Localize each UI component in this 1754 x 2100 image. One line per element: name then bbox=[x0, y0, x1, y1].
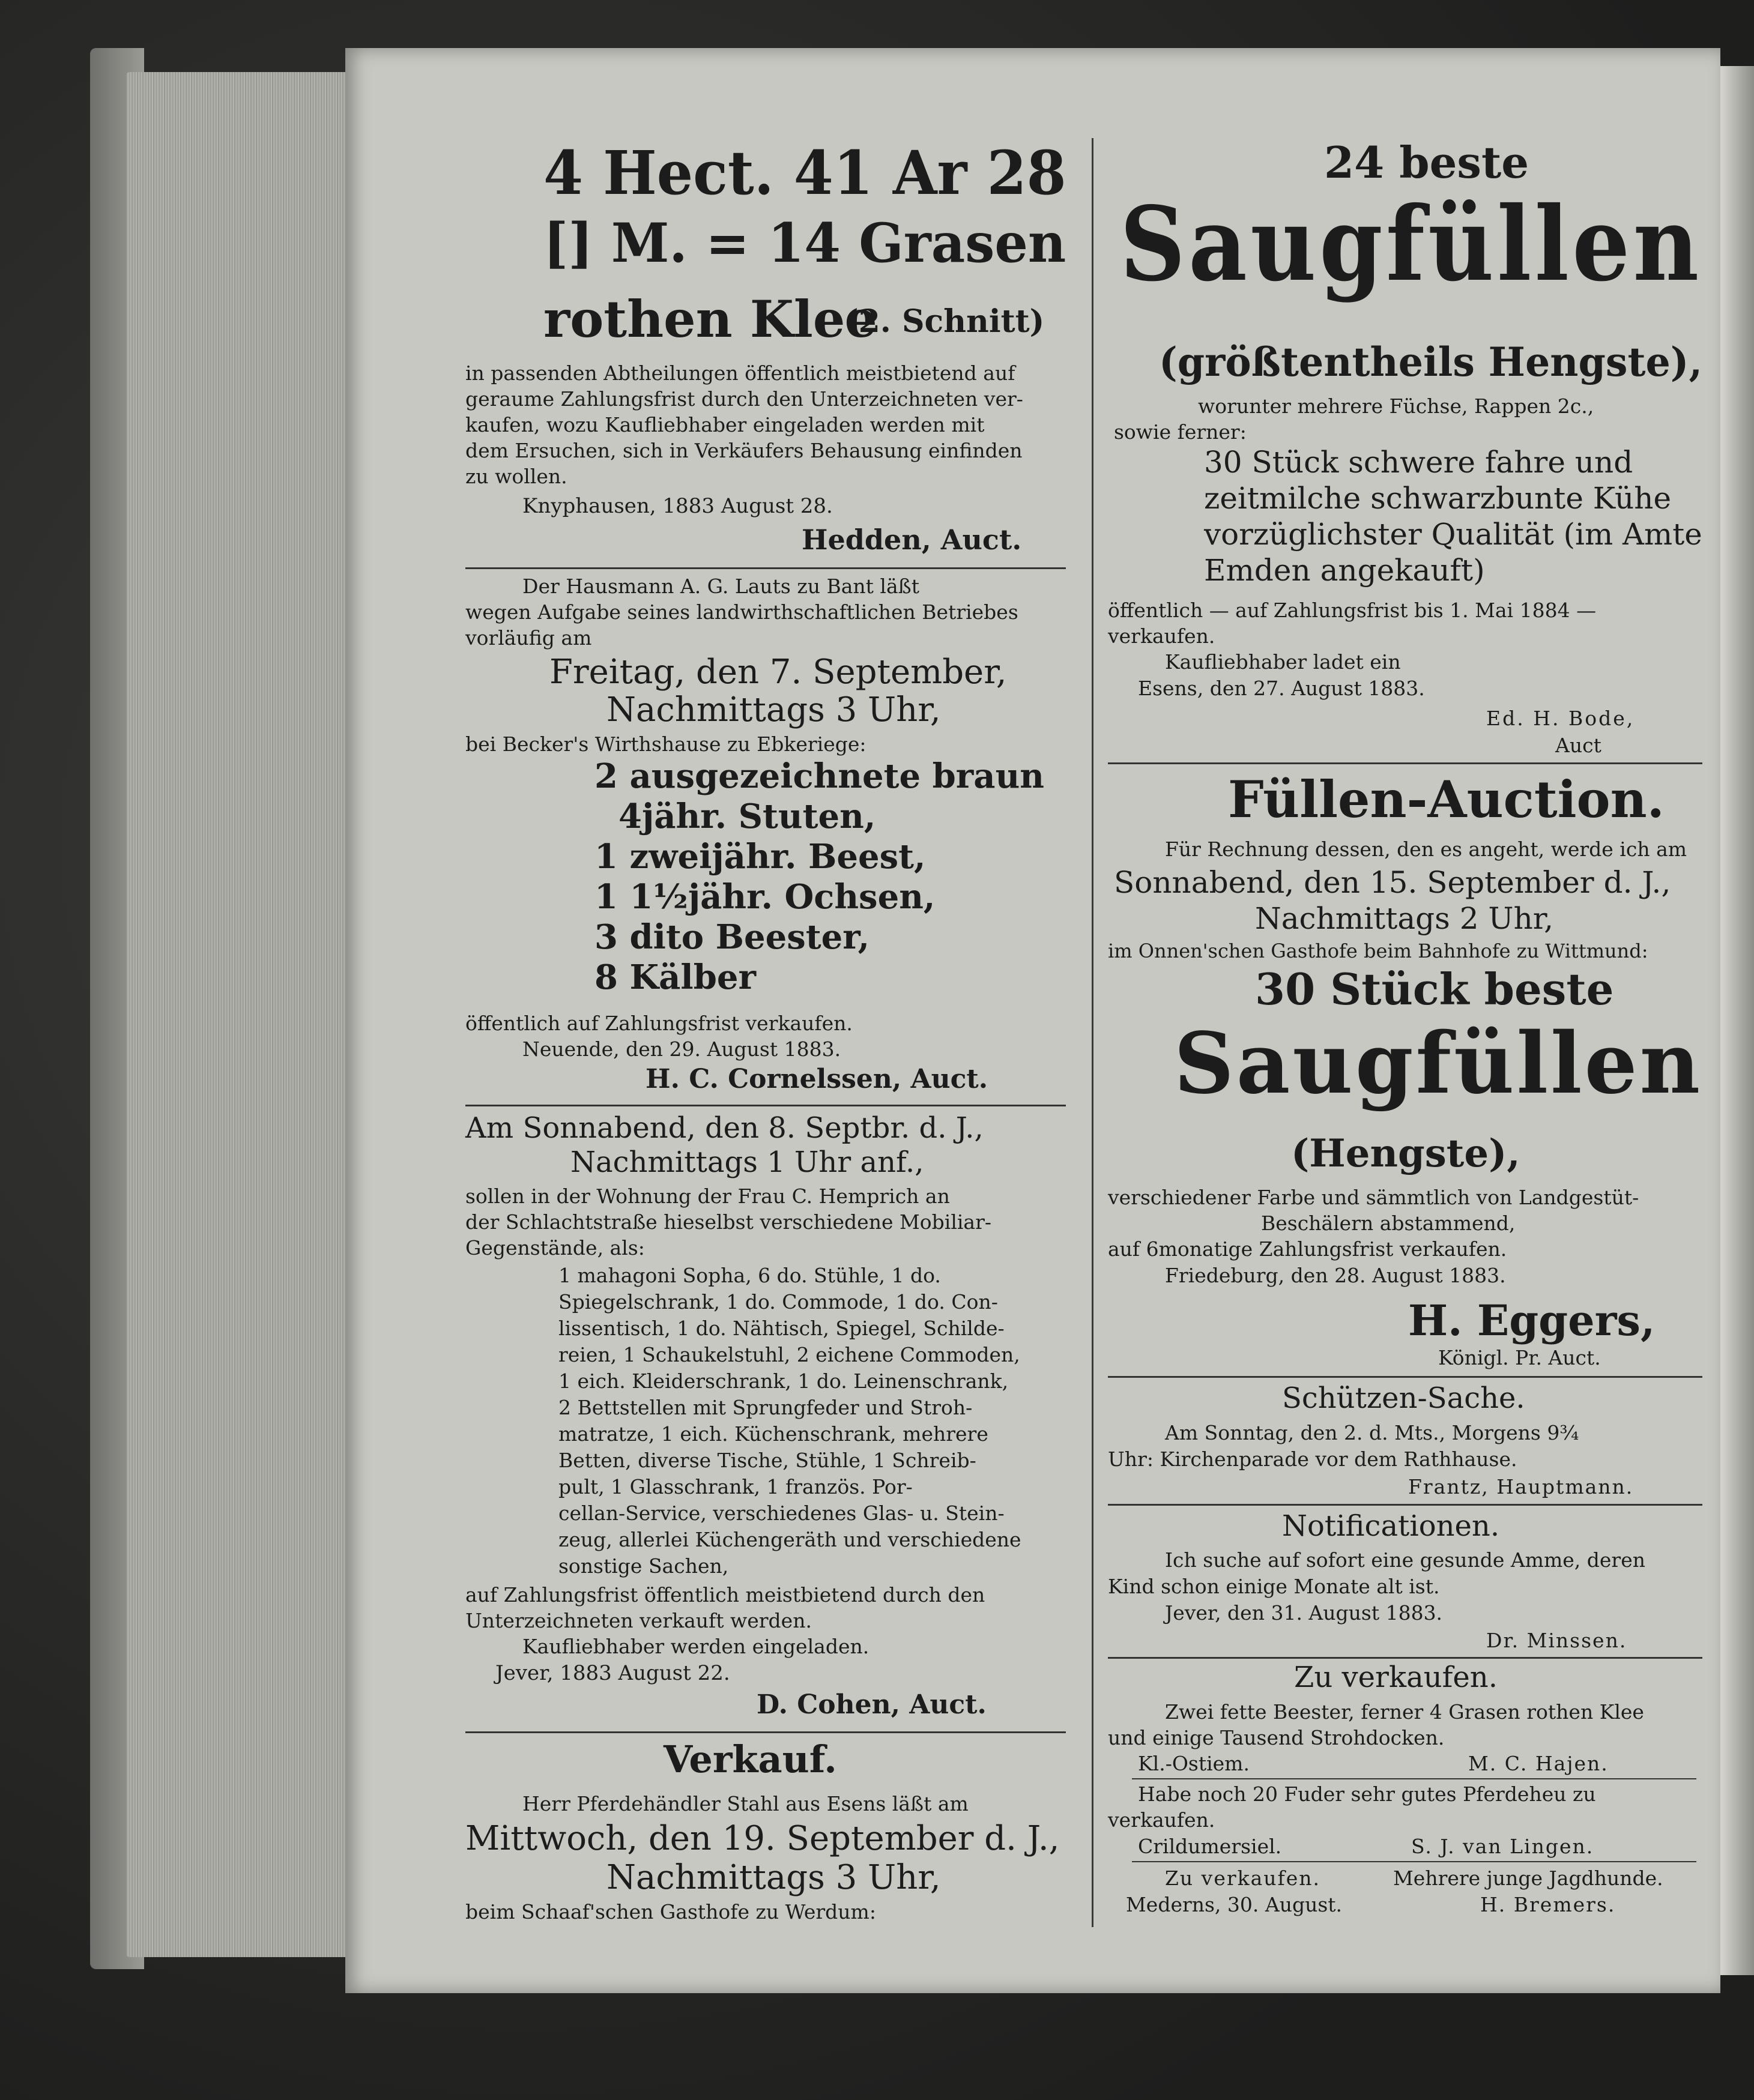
ad5-line2: Saugfüllen bbox=[1120, 184, 1702, 304]
ad3-intro-2: der Schlachtstraße hieselbst verschiedene Mobiliar- bbox=[465, 1210, 992, 1234]
ad4-location: beim Schaaf'schen Gasthofe zu Werdum: bbox=[465, 1900, 876, 1923]
ad6-line2: Saugfüllen bbox=[1174, 1015, 1703, 1113]
ad10-signature: S. J. van Lingen. bbox=[1411, 1835, 1594, 1858]
divider-ad1 bbox=[465, 567, 1066, 569]
ad1-line2: [] M. = 14 Grasen bbox=[543, 211, 1066, 275]
ad10-body-2: verkaufen. bbox=[1108, 1808, 1215, 1832]
ad2-place: Neuende, den 29. August 1883. bbox=[522, 1037, 841, 1061]
divider-ad2 bbox=[465, 1105, 1066, 1106]
ad3-list-11: zeug, allerlei Küchengeräth und verschiedene bbox=[558, 1528, 1021, 1551]
ad2-signature: H. C. Cornelssen, Auct. bbox=[646, 1064, 988, 1094]
ad4-heading: Verkauf. bbox=[664, 1737, 837, 1781]
ad3-date2: Nachmittags 1 Uhr anf., bbox=[570, 1145, 924, 1179]
ad9-heading: Zu verkaufen. bbox=[1294, 1661, 1498, 1694]
ad1-line3b: (2. Schnitt) bbox=[844, 303, 1045, 340]
divider-ad9 bbox=[1132, 1778, 1696, 1779]
ad7-heading: Schützen-Sache. bbox=[1282, 1381, 1525, 1415]
divider-ad5 bbox=[1108, 762, 1702, 764]
ad6-body-2: Beschälern abstammend, bbox=[1261, 1211, 1516, 1235]
ad3-place: Jever, 1883 August 22. bbox=[495, 1661, 730, 1685]
ad9-body-1: Zwei fette Beester, ferner 4 Grasen rothen Klee bbox=[1165, 1700, 1644, 1724]
ad1-body-5: zu wollen. bbox=[465, 465, 567, 488]
ad10-body-1: Habe noch 20 Fuder sehr gutes Pferdeheu zu bbox=[1138, 1782, 1596, 1806]
ad5-place: Esens, den 27. August 1883. bbox=[1138, 677, 1425, 700]
ad6-date1: Sonnabend, den 15. September d. J., bbox=[1114, 865, 1671, 900]
ad3-list-10: cellan-Service, verschiedenes Glas- u. Stein- bbox=[558, 1501, 1005, 1525]
ad8-signature: Dr. Minssen. bbox=[1486, 1629, 1627, 1652]
ad5-sowie: sowie ferner: bbox=[1114, 420, 1247, 444]
ad5-cow-4: Emden angekauft) bbox=[1204, 553, 1485, 588]
ad2-location: bei Becker's Wirthshause zu Ebkeriege: bbox=[465, 732, 866, 756]
ad5-line1: 24 beste bbox=[1324, 137, 1529, 188]
ad8-heading: Notificationen. bbox=[1282, 1509, 1500, 1543]
ad3-intro-1: sollen in der Wohnung der Frau C. Hemprich an bbox=[465, 1184, 950, 1208]
ad2-intro-2: wegen Aufgabe seines landwirthschaftlichen Betriebes bbox=[465, 600, 1018, 624]
ad2-intro-1: Der Hausmann A. G. Lauts zu Bant läßt bbox=[522, 575, 919, 598]
ad3-list-12: sonstige Sachen, bbox=[558, 1554, 729, 1578]
ad3-invite: Kaufliebhaber werden eingeladen. bbox=[522, 1635, 869, 1658]
ad3-list-2: Spiegelschrank, 1 do. Commode, 1 do. Con- bbox=[558, 1290, 998, 1314]
ad3-list-4: reien, 1 Schaukelstuhl, 2 eichene Commoden, bbox=[558, 1343, 1020, 1366]
ad2-closing: öffentlich auf Zahlungsfrist verkaufen. bbox=[465, 1012, 853, 1035]
ad1-body-4: dem Ersuchen, sich in Verkäufers Behausung einfinden bbox=[465, 439, 1023, 462]
ad5-invite: Kaufliebhaber ladet ein bbox=[1165, 650, 1401, 674]
ad6-place: Friedeburg, den 28. August 1883. bbox=[1165, 1264, 1506, 1287]
left-column bbox=[465, 0, 1066, 2100]
ad6-body-1: verschiedener Farbe und sämmtlich von Landgestüt- bbox=[1108, 1186, 1639, 1209]
divider-ad3 bbox=[465, 1731, 1066, 1733]
ad5-terms-2: verkaufen. bbox=[1108, 624, 1215, 648]
ad3-list-9: pult, 1 Glasschrank, 1 französ. Por- bbox=[558, 1475, 913, 1498]
ad3-list-3: lissentisch, 1 do. Nähtisch, Spiegel, Schilde- bbox=[558, 1317, 1005, 1340]
ad3-list-6: 2 Bettstellen mit Sprungfeder und Stroh- bbox=[558, 1396, 973, 1419]
ad6-line3: (Hengste), bbox=[1291, 1131, 1520, 1176]
ad7-body-2: Uhr: Kirchenparade vor dem Rathhause. bbox=[1108, 1447, 1517, 1471]
ad8-body-1: Ich suche auf sofort eine gesunde Amme, deren bbox=[1165, 1548, 1645, 1572]
ad3-list-7: matratze, 1 eich. Küchenschrank, mehrere bbox=[558, 1422, 988, 1446]
ad3-date1: Am Sonnabend, den 8. Septbr. d. J., bbox=[465, 1111, 984, 1145]
ad5-signature1: Ed. H. Bode, bbox=[1486, 707, 1635, 730]
ad8-place: Jever, den 31. August 1883. bbox=[1165, 1601, 1443, 1625]
ad8-body-2: Kind schon einige Monate alt ist. bbox=[1108, 1575, 1440, 1598]
ad1-body-1: in passenden Abtheilungen öffentlich meistbietend auf bbox=[465, 361, 1015, 385]
ad2-date1: Freitag, den 7. September, bbox=[549, 653, 1007, 692]
ad1-place: Knyphausen, 1883 August 28. bbox=[522, 494, 833, 518]
ad6-signature: H. Eggers, bbox=[1408, 1296, 1656, 1345]
ad2-item-6: 8 Kälber bbox=[594, 958, 756, 997]
ad5-terms-1: öffentlich — auf Zahlungsfrist bis 1. Mai 1884 — bbox=[1108, 599, 1597, 622]
ad2-intro-3: vorläufig am bbox=[465, 626, 592, 650]
ad11-place: Mederns, 30. August. bbox=[1126, 1893, 1343, 1916]
ad6-intro: Für Rechnung dessen, den es angeht, werde ich am bbox=[1165, 837, 1687, 861]
ad2-date2: Nachmittags 3 Uhr, bbox=[606, 690, 941, 729]
ad4-date2: Nachmittags 3 Uhr, bbox=[606, 1858, 941, 1897]
ad1-body-3: kaufen, wozu Kaufliebhaber eingeladen werden mit bbox=[465, 413, 985, 436]
ad5-cow-1: 30 Stück schwere fahre und bbox=[1204, 445, 1633, 480]
divider-ad8 bbox=[1108, 1657, 1702, 1659]
next-page-edge bbox=[1720, 66, 1754, 1975]
ad1-line1: 4 Hect. 41 Ar 28 bbox=[543, 137, 1066, 208]
ad3-list-8: Betten, diverse Tische, Stühle, 1 Schreib- bbox=[558, 1449, 976, 1472]
ad5-cow-3: vorzüglichster Qualität (im Amte bbox=[1204, 517, 1702, 552]
ad6-body-3: auf 6monatige Zahlungsfrist verkaufen. bbox=[1108, 1237, 1507, 1261]
ad1-body-2: geraume Zahlungsfrist durch den Unterzeichneten ver- bbox=[465, 387, 1023, 411]
ad5-line3: (größtentheils Hengste), bbox=[1159, 339, 1703, 385]
ad2-item-2: 4jähr. Stuten, bbox=[618, 797, 876, 836]
divider-ad10 bbox=[1132, 1861, 1696, 1862]
ad11-signature: H. Bremers. bbox=[1480, 1893, 1616, 1916]
ad2-item-3: 1 zweijähr. Beest, bbox=[594, 837, 926, 877]
ad9-place: Kl.-Ostiem. bbox=[1138, 1752, 1250, 1775]
ad5-cow-2: zeitmilche schwarzbunte Kühe bbox=[1204, 481, 1672, 516]
ad6-line1: 30 Stück beste bbox=[1255, 964, 1614, 1015]
ad6-location: im Onnen'schen Gasthofe beim Bahnhofe zu Wittmund: bbox=[1108, 940, 1648, 962]
ad2-item-4: 1 1½jähr. Ochsen, bbox=[594, 877, 936, 917]
ad3-outro-2: Unterzeichneten verkauft werden. bbox=[465, 1609, 812, 1632]
ad3-intro-3: Gegenstände, als: bbox=[465, 1236, 645, 1260]
ad4-date1: Mittwoch, den 19. September d. J., bbox=[465, 1819, 1060, 1858]
ad2-item-1: 2 ausgezeichnete braun bbox=[594, 756, 1044, 796]
ad7-signature: Frantz, Hauptmann. bbox=[1408, 1475, 1634, 1498]
ad3-list-1: 1 mahagoni Sopha, 6 do. Stühle, 1 do. bbox=[558, 1264, 941, 1287]
ad5-sub: worunter mehrere Füchse, Rappen 2c., bbox=[1198, 394, 1594, 418]
ad6-date2: Nachmittags 2 Uhr, bbox=[1255, 901, 1554, 936]
ad6-title: Königl. Pr. Auct. bbox=[1438, 1346, 1601, 1369]
right-column bbox=[1108, 0, 1702, 2100]
ad4-intro: Herr Pferdehändler Stahl aus Esens läßt am bbox=[522, 1792, 969, 1815]
ad1-line3a: rothen Klee bbox=[543, 289, 877, 349]
ad10-place: Crildumersiel. bbox=[1138, 1835, 1282, 1858]
ad9-signature: M. C. Hajen. bbox=[1468, 1752, 1609, 1775]
ad6-heading: Füllen-Auction. bbox=[1228, 770, 1665, 829]
ad2-item-5: 3 dito Beester, bbox=[594, 917, 870, 957]
ad3-signature: D. Cohen, Auct. bbox=[757, 1689, 987, 1720]
ad5-signature2: Auct bbox=[1555, 734, 1601, 757]
ad9-body-2: und einige Tausend Strohdocken. bbox=[1108, 1726, 1445, 1749]
ad3-list-5: 1 eich. Kleiderschrank, 1 do. Leinenschrank, bbox=[558, 1369, 1009, 1393]
ad11-line1a: Zu verkaufen. bbox=[1165, 1866, 1321, 1890]
ad1-signature: Hedden, Auct. bbox=[802, 523, 1022, 556]
ad11-line1b: Mehrere junge Jagdhunde. bbox=[1393, 1866, 1663, 1890]
page-stack-edges bbox=[126, 72, 348, 1957]
divider-ad7 bbox=[1108, 1504, 1702, 1506]
ad7-body-1: Am Sonntag, den 2. d. Mts., Morgens 9¾ bbox=[1165, 1421, 1579, 1444]
column-divider bbox=[1092, 138, 1093, 1927]
ad3-outro-1: auf Zahlungsfrist öffentlich meistbietend durch den bbox=[465, 1583, 985, 1607]
divider-ad6 bbox=[1108, 1376, 1702, 1378]
